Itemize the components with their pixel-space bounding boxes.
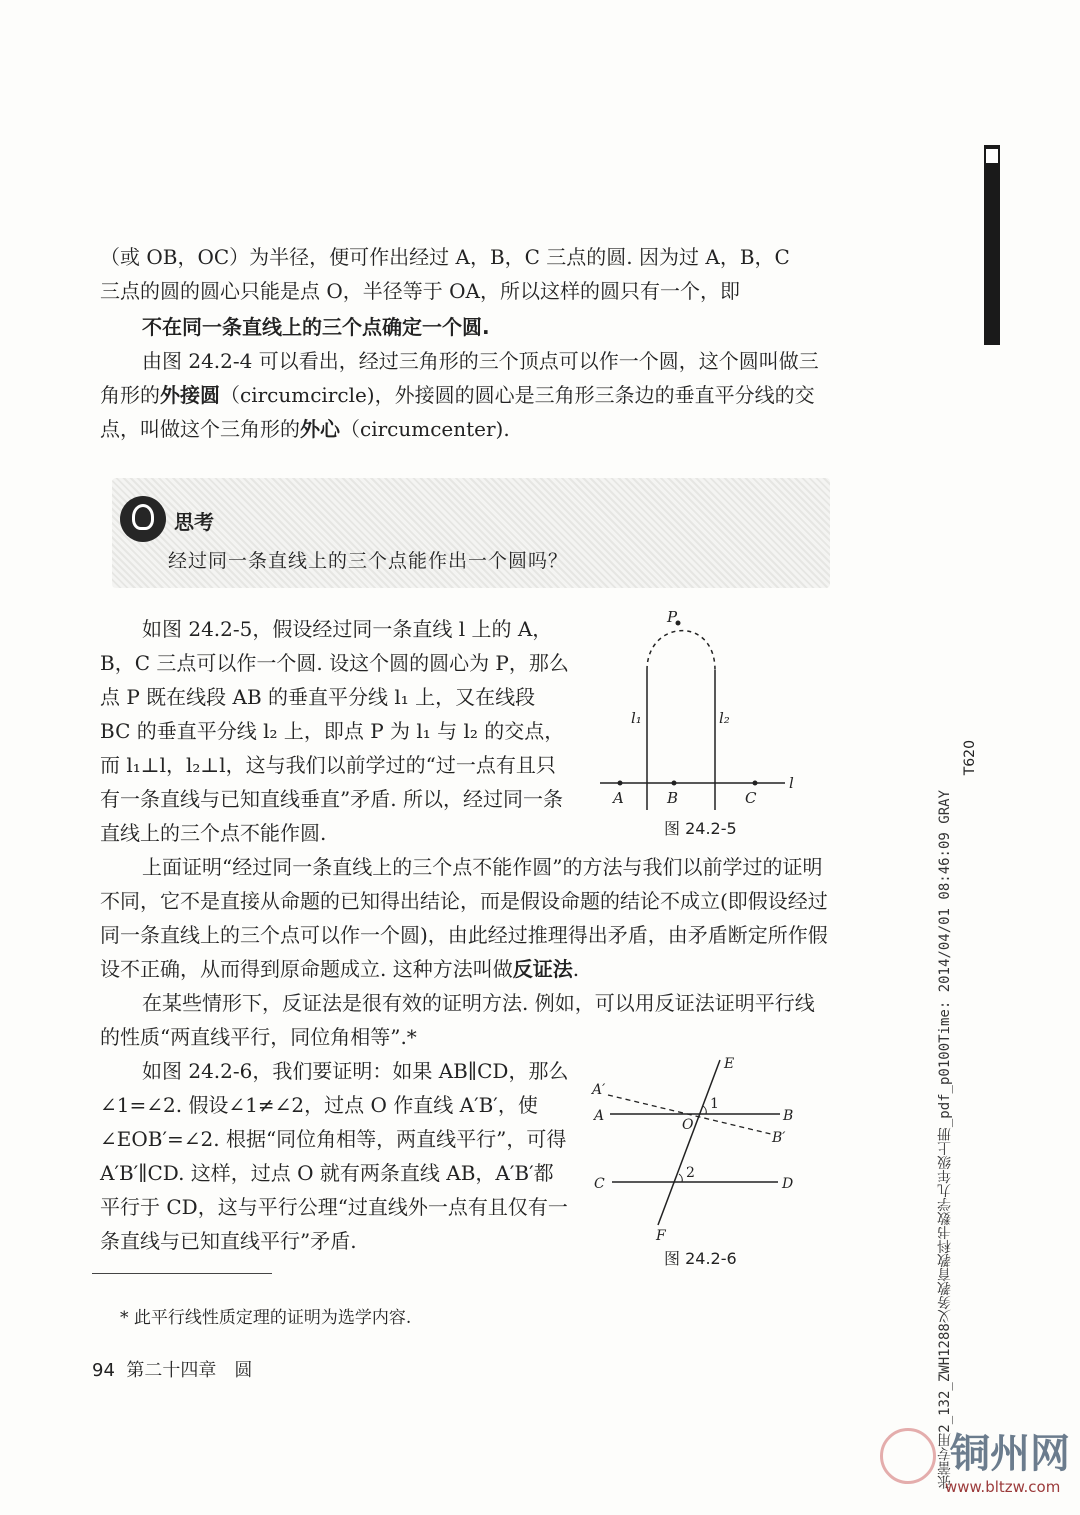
text-line: （或 OB，OC）为半径，便可作出经过 A，B，C 三点的圆. 因为过 A，B，C [100,245,790,269]
paragraph-1 [100,240,830,308]
page-number: 94 [92,1360,115,1381]
watermark-text: 铜州网 [950,1431,1070,1477]
line-ef [658,1060,720,1225]
label-p: P [667,610,678,626]
think-box [112,478,830,588]
page-footer [92,1356,252,1382]
paragraph-4: 上面证明“经过同一条直线上的三个点不能作圆”的方法与我们以前学过的证明不同，它不是直接从命题的已知得出结论，而是假设命题的结论不成立(即假设经过同一条直线上的三个点可以作一个圆)，由此经过推理得出矛盾，由矛盾断定所作假设不正确，从而得到原命题成立. 这种方法叫做反证法. [100,855,828,981]
label-o: O [682,1117,694,1133]
term-circumcircle: 外接圆 [160,383,220,407]
label-b: B [667,789,679,807]
label-l: l [789,774,794,792]
term-circumcenter: 外心 [300,417,340,441]
watermark-seal [880,1428,936,1484]
label-angle-1: 1 [710,1096,719,1112]
paragraph-3: 如图 24.2-5，假设经过同一条直线 l 上的 A，B，C 三点可以作一个圆. 设这个圆的圆心为 P，那么点 P 既在线段 AB 的垂直平分线 l₁ 上，又在线段 BC 的垂直平分线 l₂ 上，即点 P 为 l₁ 与 l₂ 的交点，而 l₁⊥l，l₂⊥l，这与我们以前学过的“过一点有且只有一条直线与已知直线垂直”矛盾. 所以，经过同一条直线上的三个点不能作圆. [100,617,569,845]
think-title: 思考 [174,510,214,534]
figure-24-2-6 [590,1050,810,1245]
text-line: 三点的圆的圆心只能是点 O，半径等于 OA，所以这样的圆只有一个，即 [100,279,740,303]
side-code: T620 [962,740,978,776]
label-c: C [745,789,757,807]
point-a [618,781,623,786]
label-b: B [783,1108,794,1124]
label-l1: l₁ [631,709,642,727]
label-f: F [656,1228,666,1244]
label-a: A [613,789,624,807]
paragraph-6: 如图 24.2-6，我们要证明：如果 AB∥CD，那么∠1=∠2. 假设∠1≠∠2，过点 O 作直线 A′B′，使∠EOB′=∠2. 根据“同位角相等，两直线平行”，可得 A′B′∥CD. 这样，过点 O 就有两条直线 AB，A′B′都平行于 CD，这与平行公理“过直线外一点有且仅有一条直线与已知直线平行”矛盾. [100,1059,569,1253]
figure-24-2-5 [595,610,810,810]
caption-24-2-6: 图 24.2-6 [664,1249,737,1268]
label-a-prime: A′ [592,1082,606,1098]
point-c [753,781,758,786]
watermark-url: www.bltzw.com [945,1478,1061,1496]
paragraph-5: 在某些情形下，反证法是很有效的证明方法. 例如，可以用反证法证明平行线的性质“两直线平行，同位角相等”.* [100,991,815,1049]
side-stamp: 张蕾专用2_132_ZWH1288义务教育教科书数学九年级上册_pdf_p0100Time: 2014/04/01 08:46:09 GRAY [937,790,953,1489]
label-b-prime: B′ [772,1130,786,1146]
label-d: D [782,1176,794,1192]
think-icon [120,496,166,542]
label-a: A [594,1108,605,1124]
label-angle-2: 2 [686,1165,695,1181]
angle-2 [679,1174,682,1182]
chapter-title: 第二十四章 圆 [126,1360,253,1381]
chapter-tab [984,145,1000,345]
label-e: E [724,1056,735,1072]
caption-24-2-5: 图 24.2-5 [664,819,737,838]
term-proof-by-contradiction: 反证法 [512,957,573,981]
footnote: * 此平行线性质定理的证明为选学内容. [120,1308,412,1328]
footnote-rule [92,1273,272,1274]
point-b [672,781,677,786]
label-c: C [594,1176,605,1192]
dashed-arc [647,631,715,670]
label-l2: l₂ [719,709,730,727]
think-question: 经过同一条直线上的三个点能作出一个圆吗？ [168,550,569,572]
angle-1 [703,1106,706,1114]
theorem-statement: 不在同一条直线上的三个点确定一个圆. [142,315,490,339]
paragraph-2: 由图 24.2-4 可以看出，经过三角形的三个顶点可以作一个圆，这个圆叫做三角形的外接圆（circumcircle)，外接圆的圆心是三角形三条边的垂直平分线的交点，叫做这个三角形的外心（circumcenter). [100,349,819,441]
